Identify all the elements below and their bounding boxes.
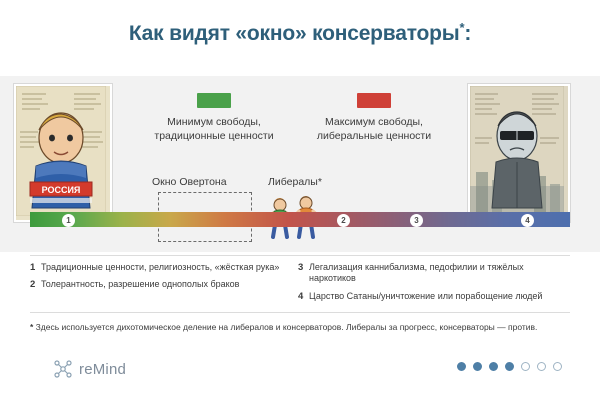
spectrum-marker-3[interactable]: 3 xyxy=(410,214,423,227)
list-item xyxy=(30,279,292,290)
drawing-right-art xyxy=(470,86,564,216)
divider-top xyxy=(30,255,570,256)
pagination-dot-6[interactable] xyxy=(537,362,546,371)
svg-text:РОССИЯ: РОССИЯ xyxy=(41,185,81,195)
notes-column-right xyxy=(298,262,560,308)
footnote-text: Здесь используется дихотомическое деление на либералов и консерваторов. Либералы за прогресс, консерваторы — против. xyxy=(33,322,538,332)
liberals-label: Либералы* xyxy=(268,176,322,188)
title-band xyxy=(0,0,600,77)
page-title xyxy=(0,20,600,46)
note-text: Традиционные ценности, религиозность, «жёсткая рука» xyxy=(41,262,280,272)
note-text: Легализация каннибализма, педофилии и тяжёлых наркотиков xyxy=(309,262,524,284)
legend-conservative xyxy=(140,93,288,143)
spectrum-marker-1[interactable]: 1 xyxy=(62,214,75,227)
spectrum-marker-2[interactable]: 2 xyxy=(337,214,350,227)
opinion-spectrum-bar xyxy=(30,212,570,227)
legend-label-red: Максимум свободы, либеральные ценности xyxy=(316,116,432,143)
page-title-text: Как видят «окно» консерваторы xyxy=(128,22,460,45)
pagination-dot-2[interactable] xyxy=(473,362,482,371)
pagination-dot-3[interactable] xyxy=(489,362,498,371)
drawing-conservative-boy xyxy=(14,84,112,222)
drawing-left-art xyxy=(16,86,106,216)
title-asterisk: * xyxy=(459,20,465,35)
pagination-dot-7[interactable] xyxy=(553,362,562,371)
list-item xyxy=(298,291,560,302)
note-number: 2 xyxy=(30,279,36,291)
list-item xyxy=(30,262,292,273)
list-item xyxy=(298,262,560,285)
drawing-liberal-figure xyxy=(468,84,570,222)
brand-logo[interactable] xyxy=(52,358,126,380)
legend-swatch-red xyxy=(357,93,391,108)
legend-label-green: Минимум свободы, традиционные ценности xyxy=(154,116,274,143)
footnote xyxy=(30,322,570,332)
remind-logo-icon xyxy=(52,358,74,380)
legend-liberal xyxy=(300,93,448,143)
divider-bottom xyxy=(30,312,570,313)
footnote-asterisk: * xyxy=(30,322,34,332)
notes-column-left xyxy=(30,262,292,297)
pagination-dot-4[interactable] xyxy=(505,362,514,371)
pagination-dot-1[interactable] xyxy=(457,362,466,371)
brand-name: reMind xyxy=(79,360,127,378)
note-text: Толерантность, разрешение однополых браков xyxy=(41,279,240,290)
note-text: Царство Сатаны/уничтожение или порабощение людей xyxy=(309,290,543,301)
legend-notes xyxy=(30,262,570,306)
pagination-dot-5[interactable] xyxy=(521,362,530,371)
note-number: 1 xyxy=(30,262,36,273)
note-number: 3 xyxy=(298,262,304,273)
spectrum-marker-4[interactable]: 4 xyxy=(521,214,534,227)
legend-swatch-green xyxy=(197,93,231,108)
pagination-dots xyxy=(457,362,562,371)
overton-window-label: Окно Овертона xyxy=(152,176,227,188)
note-number: 4 xyxy=(298,290,304,302)
title-colon: : xyxy=(464,22,472,45)
